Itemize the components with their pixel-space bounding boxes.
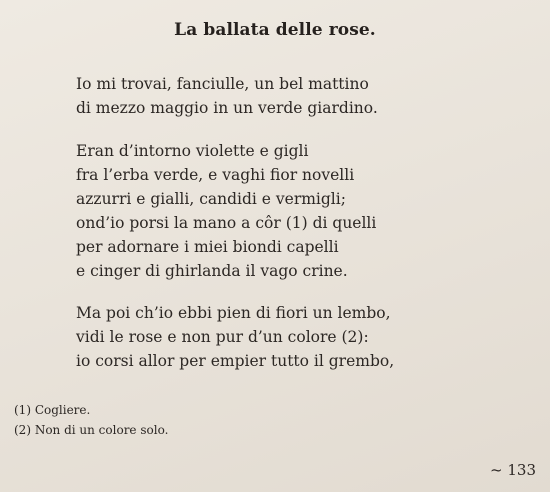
- verse-line: di mezzo maggio in un verde giardino.: [76, 99, 378, 117]
- footnote-1: (1) Cogliere.: [14, 403, 91, 417]
- stanza-2: [76, 139, 376, 283]
- verse-line: vidi le rose e non pur d’un colore (2):: [76, 328, 369, 346]
- verse-line: Eran d’intorno violette e gigli: [76, 142, 309, 160]
- poem-title: La ballata delle rose.: [174, 20, 376, 40]
- footnotes: [14, 400, 168, 440]
- stanza-1: [76, 72, 378, 120]
- footnote-2: (2) Non di un colore solo.: [14, 423, 169, 437]
- page-number: ~ 133: [490, 461, 536, 479]
- verse-line: ond’io porsi la mano a côr (1) di quelli: [76, 214, 377, 232]
- stanza-3: [76, 301, 394, 373]
- verse-line: Ma poi ch’io ebbi pien di fiori un lembo,: [76, 304, 391, 322]
- verse-line: io corsi allor per empier tutto il grembo,: [76, 352, 395, 370]
- verse-line: e cinger di ghirlanda il vago crine.: [76, 262, 348, 280]
- verse-line: fra l’erba verde, e vaghi fior novelli: [76, 166, 355, 184]
- verse-line: Io mi trovai, fanciulle, un bel mattino: [76, 75, 369, 93]
- verse-line: azzurri e gialli, candidi e vermigli;: [76, 190, 346, 208]
- verse-line: per adornare i miei biondi capelli: [76, 238, 339, 256]
